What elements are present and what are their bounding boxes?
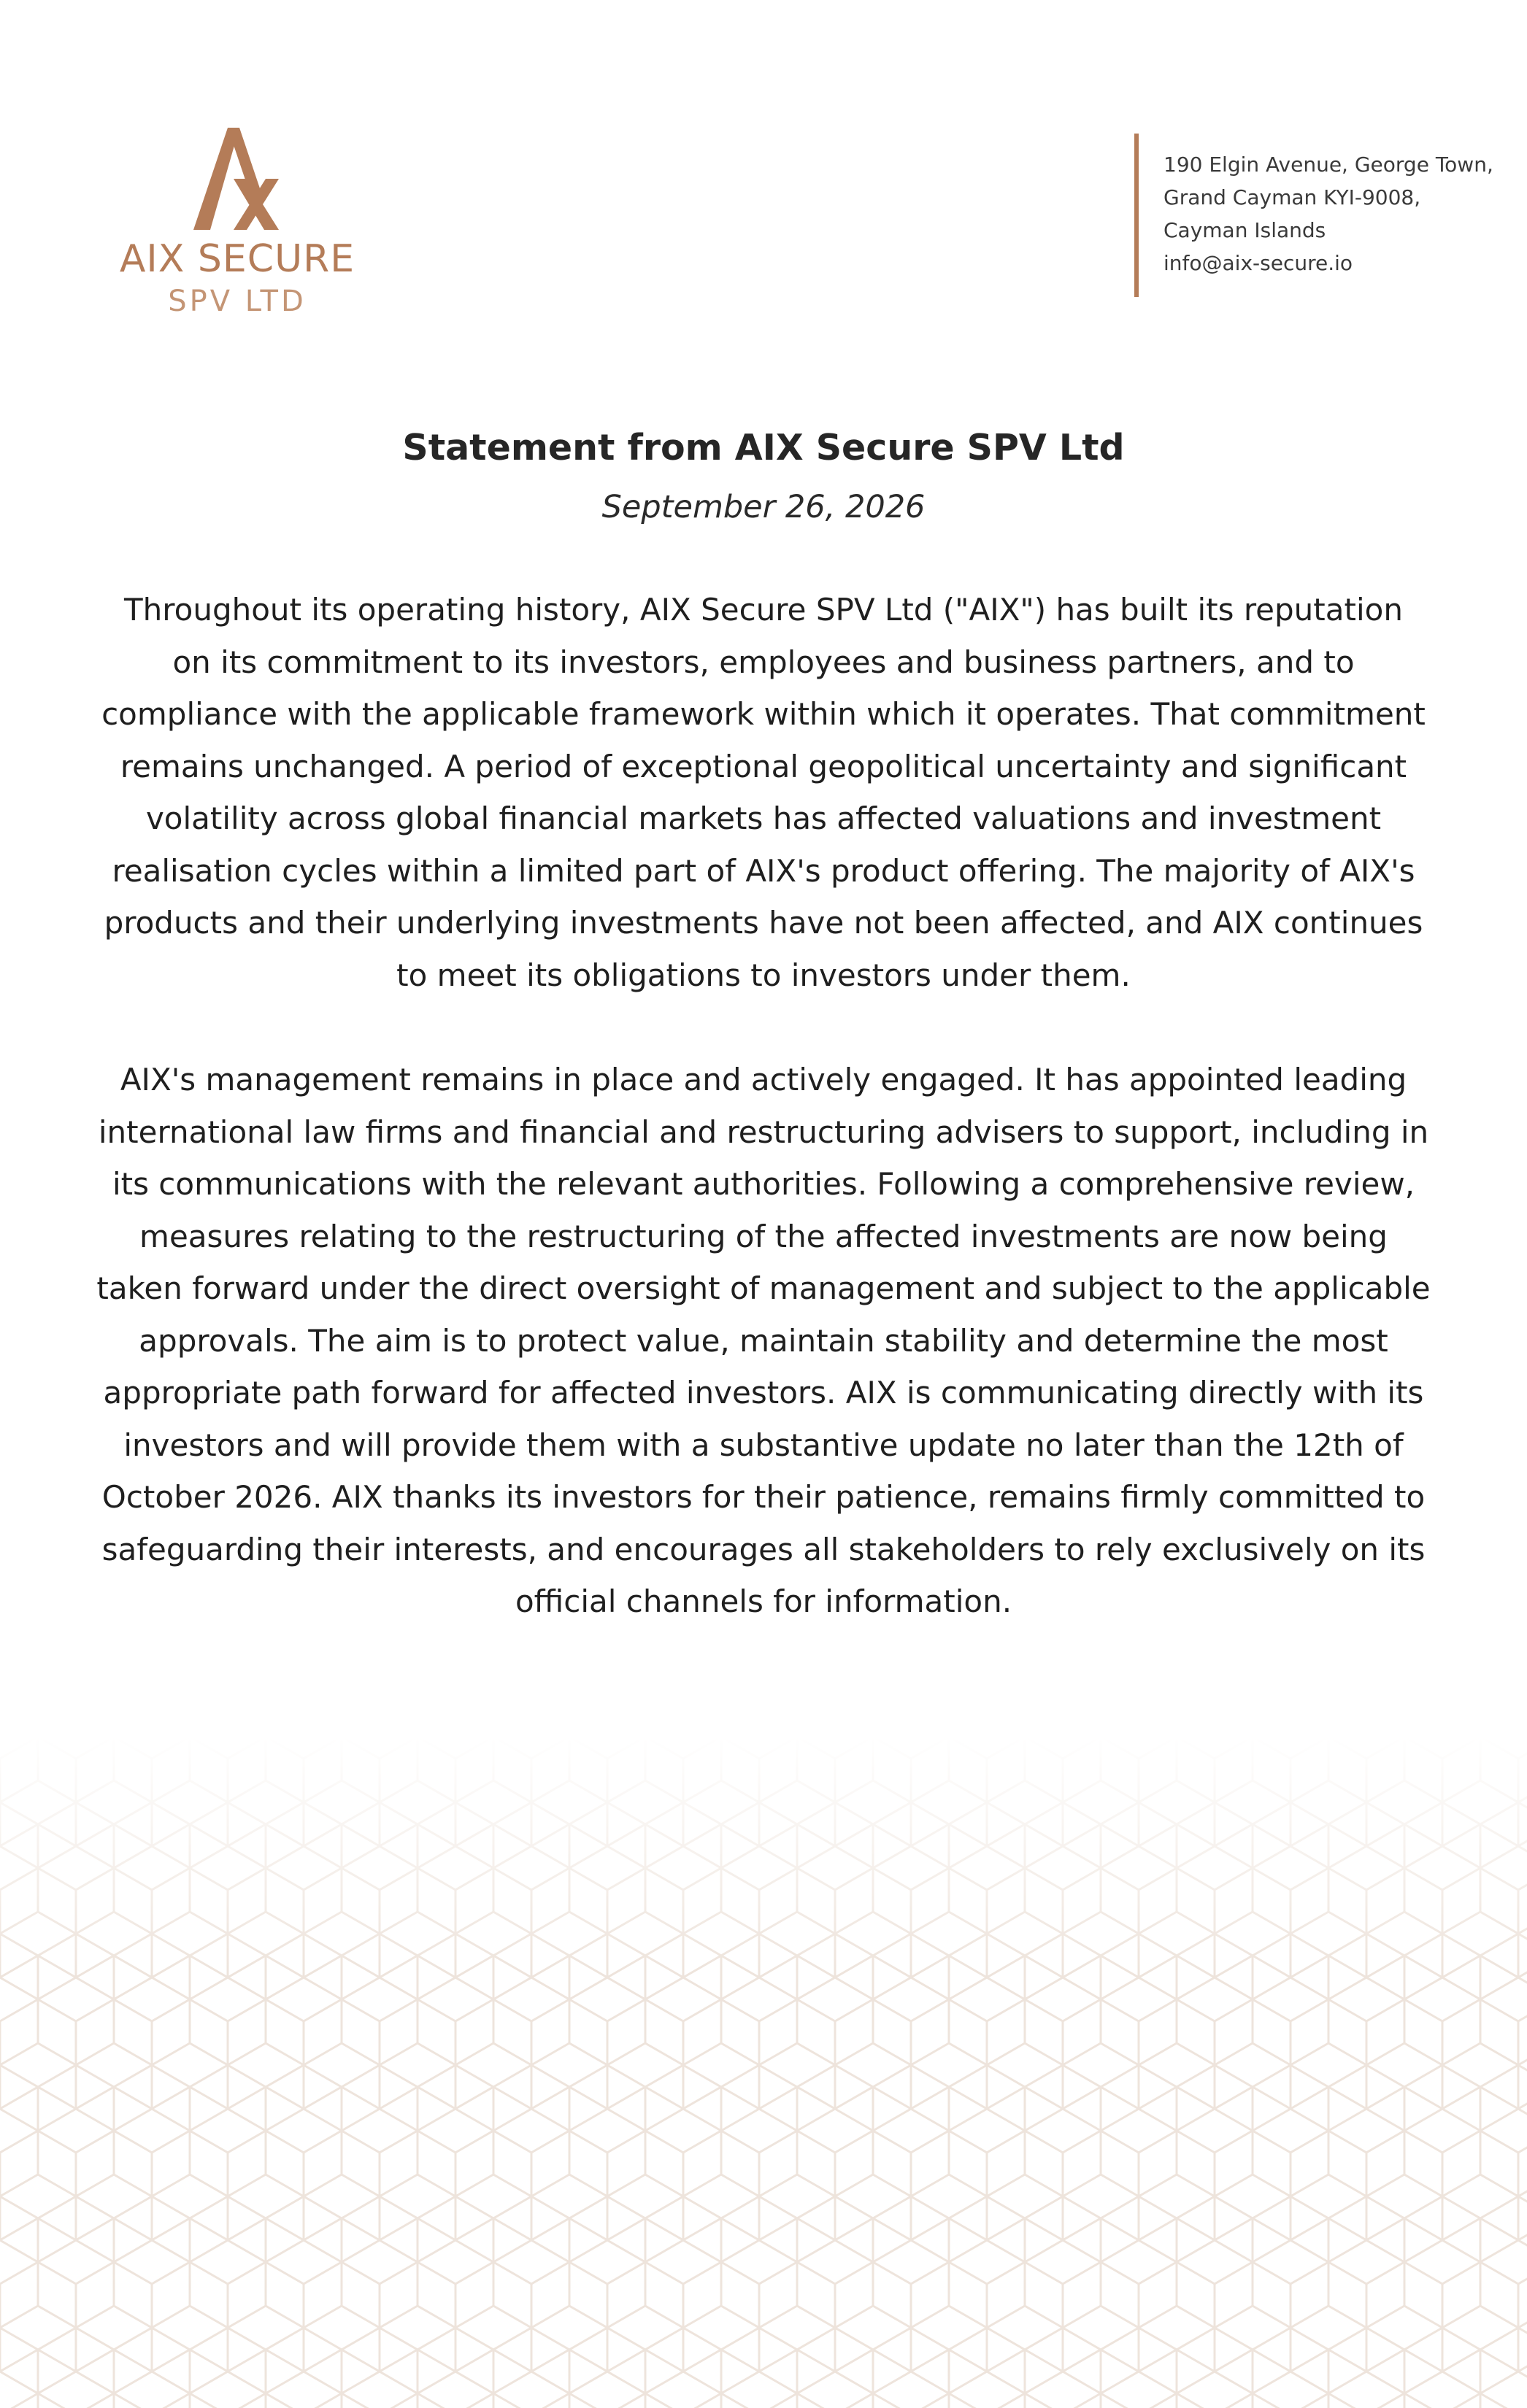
paragraph-line: taken forward under the direct oversight of management and subject to the applicable: [96, 1270, 1431, 1306]
logo-company-suffix: SPV LTD: [168, 285, 307, 318]
address-divider: [1134, 134, 1139, 297]
logo-company-name: AIX SECURE: [119, 237, 355, 281]
company-address: [1163, 148, 1514, 279]
paragraph-line: safeguarding their interests, and encourages all stakeholders to rely exclusively on its: [101, 1531, 1426, 1567]
paragraph-line: volatility across global financial markets has affected valuations and investment: [145, 800, 1382, 836]
address-line: Cayman Islands: [1163, 218, 1326, 242]
paragraph-line: products and their underlying investments have not been affected, and AIX continues: [104, 905, 1423, 941]
paragraph-line: approvals. The aim is to protect value, maintain stability and determine the most: [139, 1322, 1388, 1359]
paragraph-line: to meet its obligations to investors under them.: [396, 957, 1131, 993]
paragraph-line: compliance with the applicable framework within which it operates. That commitment: [101, 696, 1426, 732]
statement-paragraph-1: [29, 584, 1498, 1001]
aix-logo-mark-icon: [182, 128, 292, 234]
paragraph-line: its communications with the relevant authorities. Following a comprehensive review,: [112, 1166, 1415, 1202]
paragraph-line: realisation cycles within a limited part of AIX's product offering. The majority of AIX's: [112, 852, 1415, 889]
paragraph-line: international law firms and financial and restructuring advisers to support, including in: [98, 1114, 1429, 1150]
paragraph-line: measures relating to the restructuring of the affected investments are now being: [139, 1218, 1388, 1254]
company-logo: [117, 128, 358, 325]
paragraph-line: on its commitment to its investors, employees and business partners, and to: [172, 644, 1355, 680]
paragraph-line: AIX's management remains in place and actively engaged. It has appointed leading: [120, 1062, 1407, 1097]
paragraph-line: investors and will provide them with a substantive update no later than the 12th of: [123, 1427, 1404, 1463]
paragraph-line: appropriate path forward for affected investors. AIX is communicating directly with its: [103, 1375, 1424, 1411]
statement-date: September 26, 2026: [601, 489, 926, 525]
contact-email: info@aix-secure.io: [1163, 251, 1353, 275]
address-line: Grand Cayman KYI-9008,: [1163, 185, 1421, 209]
paragraph-line: Throughout its operating history, AIX Secure SPV Ltd ("AIX") has built its reputation: [124, 592, 1403, 628]
statement-paragraph-2: [29, 1054, 1498, 1628]
paragraph-line: remains unchanged. A period of exceptional geopolitical uncertainty and significant: [120, 748, 1407, 784]
address-line: 190 Elgin Avenue, George Town,: [1163, 153, 1493, 177]
paragraph-line: October 2026. AIX thanks its investors for their patience, remains firmly committed to: [101, 1479, 1426, 1515]
background-hexagon-pattern: [0, 1737, 1527, 2408]
statement-title: Statement from AIX Secure SPV Ltd: [402, 427, 1125, 468]
paragraph-line: official channels for information.: [515, 1583, 1012, 1619]
